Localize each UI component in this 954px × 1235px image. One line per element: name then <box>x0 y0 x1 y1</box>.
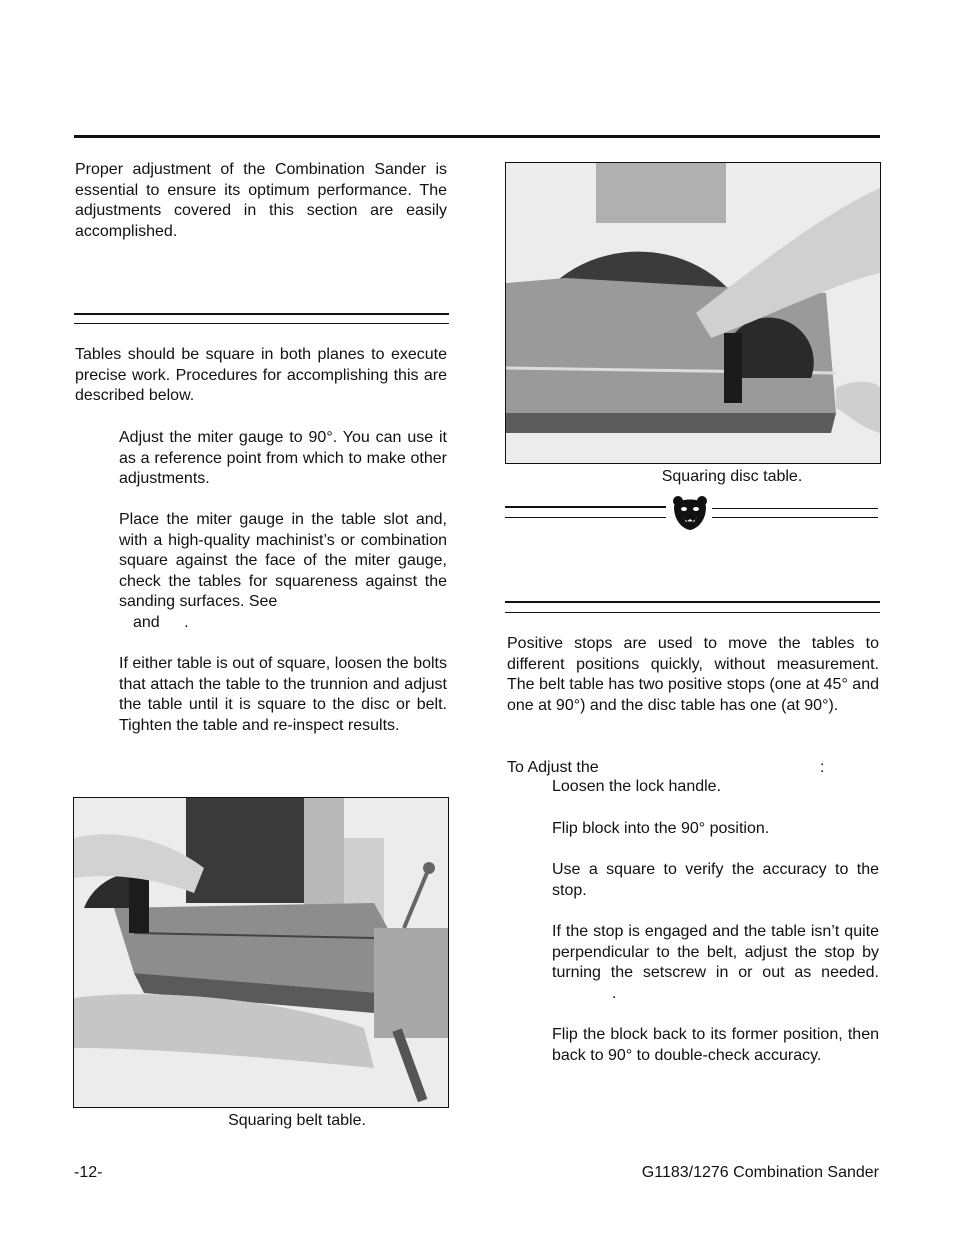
belt-caption: Squaring belt table. <box>228 1112 366 1129</box>
section-rule-bottom <box>74 323 449 324</box>
left-step-2-end: . <box>184 613 189 631</box>
section-rule-top <box>74 313 449 315</box>
left-step-2-and: and <box>133 613 160 631</box>
stops-rule-bottom <box>505 612 880 613</box>
intro-paragraph: Proper adjustment of the Combination Sander is essential to ensure its optimum performance. The adjustments covered in this section are easily accomplished. <box>75 161 447 240</box>
bear-divider-right-bottom <box>712 517 878 518</box>
bear-divider-left-top <box>505 506 666 508</box>
footer-page-number: -12- <box>74 1164 103 1181</box>
right-step-2: Flip block into the 90° position. <box>552 820 770 837</box>
footer-title: G1183/1276 Combination Sander <box>641 1164 879 1181</box>
left-step-3: If either table is out of square, loosen the bolts that attach the table to the trunnion and adjust the table until it is square to the disc or belt. Tighten the table and re-inspect results. <box>119 655 447 734</box>
left-step-2 <box>119 510 447 634</box>
belt-table-photo <box>73 797 449 1108</box>
right-step-1: Loosen the lock handle. <box>552 778 722 795</box>
left-step-1: Adjust the miter gauge to 90°. You can use it as a reference point from which to make other adjustments. <box>119 429 447 488</box>
right-step-3: Use a square to verify the accuracy to the stop. <box>552 861 879 899</box>
adjust-heading-prefix: To Adjust the <box>507 759 599 776</box>
bear-divider-right-top <box>712 508 878 509</box>
bear-divider-left-bottom <box>505 517 666 518</box>
disc-caption: Squaring disc table. <box>661 468 803 485</box>
stops-intro-paragraph: Positive stops are used to move the tables to different positions quickly, without measurement. The belt table has two positive stops (one at 45° and one at 90°) and the disc table has one (at 90°). <box>507 635 879 714</box>
header-rule <box>74 135 880 138</box>
tables-intro-paragraph: Tables should be square in both planes to execute precise work. Procedures for accomplishing this are described below. <box>75 346 447 405</box>
right-step-4-text: If the stop is engaged and the table isn’t quite perpendicular to the belt, adjust the stop by turning the setscrew in or out as needed. <box>552 923 879 982</box>
right-step-4 <box>552 922 879 1004</box>
disc-table-photo <box>505 162 881 464</box>
right-step-4-end: . <box>612 984 617 1002</box>
left-step-2-text: Place the miter gauge in the table slot and, with a high-quality machinist’s or combination square against the face of the miter gauge, check the tables for squareness against the sanding surfaces. See <box>119 511 447 611</box>
right-step-5: Flip the block back to its former position, then back to 90° to double-check accuracy. <box>552 1026 879 1064</box>
grizzly-bear-head-icon <box>671 493 709 531</box>
stops-rule-top <box>505 601 880 603</box>
adjust-heading-colon: : <box>820 759 825 776</box>
adjust-heading <box>507 758 879 779</box>
